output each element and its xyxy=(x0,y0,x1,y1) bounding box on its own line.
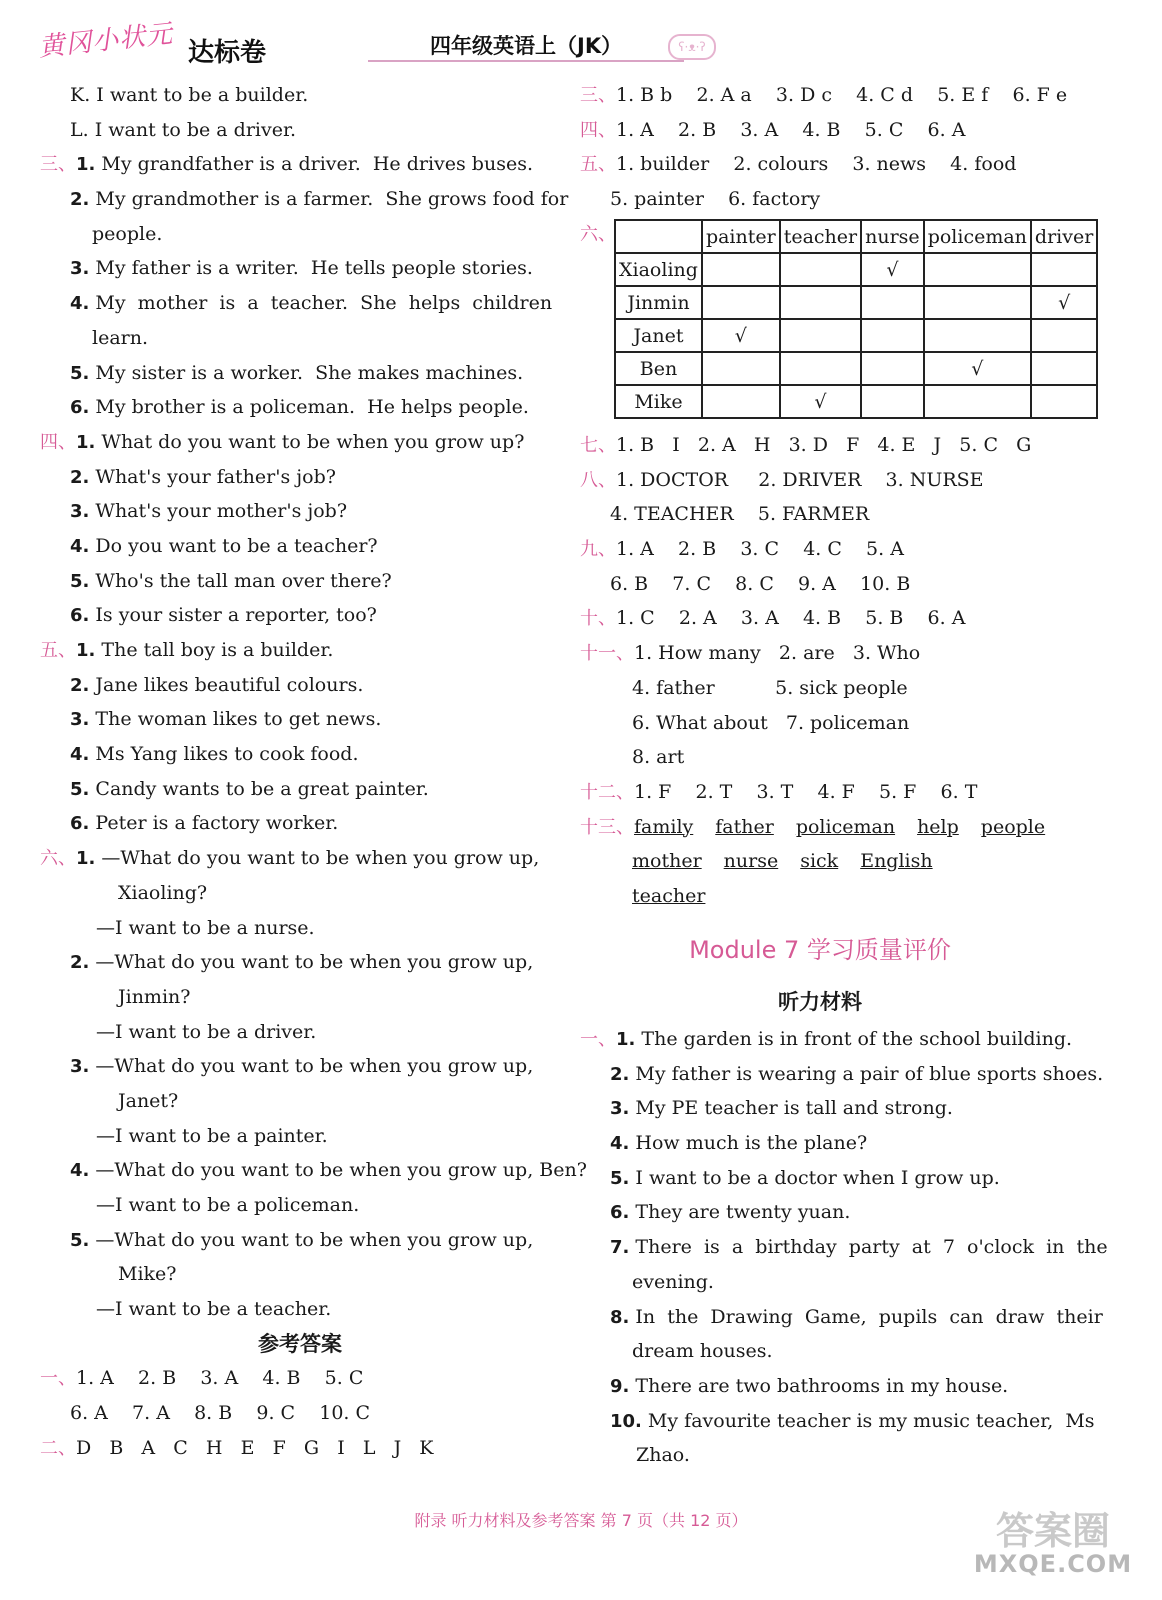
check-cell xyxy=(702,352,780,385)
item-number: 10. xyxy=(610,1410,642,1432)
text-line xyxy=(40,1153,587,1188)
text-line xyxy=(580,567,1120,602)
line-text: 1. F 2. T 3. T 4. F 5. F 6. T xyxy=(634,780,978,803)
section-number: 九、 xyxy=(580,539,616,561)
text-line xyxy=(580,78,1120,113)
text-line xyxy=(580,113,1120,148)
table-header-row xyxy=(615,220,1097,253)
text-line xyxy=(580,775,1120,810)
line-text: Mike? xyxy=(118,1263,177,1286)
line-text: —What do you want to be when you grow up, xyxy=(89,951,534,974)
check-cell xyxy=(1031,352,1097,385)
line-text: —I want to be a painter. xyxy=(96,1124,328,1147)
section-number: 八、 xyxy=(580,469,616,491)
text-line xyxy=(580,740,1120,775)
item-number: 2. xyxy=(70,466,90,488)
section-number: 四、 xyxy=(40,431,76,453)
item-number: 3. xyxy=(610,1098,630,1120)
line-text: My mother is a teacher. She helps children xyxy=(89,292,553,315)
word-row xyxy=(580,879,1120,914)
check-cell xyxy=(702,385,780,418)
check-cell xyxy=(780,319,861,352)
line-text: —What do you want to be when you grow up, xyxy=(89,1055,534,1078)
item-number: 4. xyxy=(70,535,90,557)
check-cell xyxy=(861,286,924,319)
text-line xyxy=(580,182,1120,217)
check-cell xyxy=(861,352,924,385)
text-line xyxy=(580,147,1120,182)
item-number: 8. xyxy=(610,1306,630,1328)
listening-title: 听力材料 xyxy=(778,990,862,1014)
text-line xyxy=(40,1015,560,1050)
text-line xyxy=(580,671,1120,706)
item-number: 1. xyxy=(76,640,96,661)
underlined-word: father xyxy=(715,815,774,838)
section-number: 一、 xyxy=(580,1029,616,1050)
item-number: 2. xyxy=(70,674,90,696)
check-cell xyxy=(1031,385,1097,418)
check-cell xyxy=(861,385,924,418)
item-number: 6. xyxy=(70,605,90,627)
text-line xyxy=(40,147,560,182)
section-number: 七、 xyxy=(580,435,616,456)
line-text: Janet? xyxy=(118,1089,179,1112)
line-text: —I want to be a teacher. xyxy=(96,1298,332,1321)
section-number: 四、 xyxy=(580,119,616,141)
watermark-logo xyxy=(968,1500,1138,1590)
item-number: 4. xyxy=(70,744,90,766)
section-number: 十一、 xyxy=(580,643,634,665)
line-text: Do you want to be a teacher? xyxy=(89,534,378,557)
text-line xyxy=(40,980,560,1015)
line-text: Peter is a factory worker. xyxy=(89,812,339,835)
line-text: 4. TEACHER 5. FARMER xyxy=(610,503,870,526)
line-text: 1. DOCTOR 2. DRIVER 3. NURSE xyxy=(616,468,984,491)
section-number: 五、 xyxy=(40,640,76,661)
item-number: 1. xyxy=(76,154,96,176)
check-cell: √ xyxy=(924,352,1031,385)
text-line xyxy=(40,251,560,286)
text-line xyxy=(580,1057,1120,1092)
line-text: 1. How many 2. are 3. Who xyxy=(634,642,921,665)
text-line xyxy=(40,1431,560,1466)
section-number: 六、 xyxy=(580,223,616,245)
text-line xyxy=(40,841,560,876)
item-number: 1. xyxy=(76,431,96,453)
check-cell xyxy=(924,286,1031,319)
line-text: My sister is a worker. She makes machines. xyxy=(89,361,524,384)
line-text: My grandmother is a farmer. She grows food for xyxy=(89,188,569,211)
brand-logo: 黄冈小状元 xyxy=(37,19,175,63)
item-number: 2. xyxy=(70,189,90,211)
text-line xyxy=(580,1230,1120,1265)
text-line xyxy=(40,356,560,391)
check-cell xyxy=(924,319,1031,352)
underlined-word: mother xyxy=(632,850,702,873)
text-line xyxy=(40,564,560,599)
line-text: My brother is a policeman. He helps people. xyxy=(89,396,529,419)
line-text: 6. A 7. A 8. B 9. C 10. C xyxy=(70,1402,371,1425)
text-line xyxy=(40,321,560,356)
check-cell: √ xyxy=(1031,286,1097,319)
line-text: 1. A 2. B 3. A 4. B 5. C 6. A xyxy=(616,118,966,141)
header-divider xyxy=(368,60,684,62)
line-text: My favourite teacher is my music teacher, Ms xyxy=(641,1409,1095,1432)
item-number: 2. xyxy=(610,1063,630,1085)
check-cell xyxy=(780,352,861,385)
item-number: 1. xyxy=(616,1029,636,1050)
word-row xyxy=(580,844,1120,879)
line-text: people. xyxy=(92,222,163,245)
table-row xyxy=(615,352,1097,385)
answer-table xyxy=(614,219,1098,419)
module-title: Module 7 学习质量评价 xyxy=(689,936,951,964)
table-header-cell xyxy=(615,220,702,253)
student-name-cell: Janet xyxy=(615,319,702,352)
text-line xyxy=(40,390,560,425)
watermark-text: 答案圈 xyxy=(995,1509,1110,1553)
underlined-word: sick xyxy=(800,850,839,873)
line-text: Jane likes beautiful colours. xyxy=(89,673,364,696)
check-cell: √ xyxy=(702,319,780,352)
text-line xyxy=(580,1265,1120,1300)
line-text: In the Drawing Game, pupils can draw their xyxy=(629,1305,1103,1328)
item-number: 4. xyxy=(70,293,90,315)
line-text: evening. xyxy=(632,1270,714,1293)
text-line xyxy=(580,601,1120,636)
text-line xyxy=(580,1195,1120,1230)
line-text: There are two bathrooms in my house. xyxy=(629,1374,1009,1397)
text-line xyxy=(580,1438,1120,1473)
right-column-middle xyxy=(580,428,1120,914)
line-text: What's your father's job? xyxy=(89,465,336,488)
line-text: 6. What about 7. policeman xyxy=(632,711,910,734)
line-text: K. I want to be a builder. xyxy=(70,84,309,106)
student-name-cell: Jinmin xyxy=(615,286,702,319)
watermark-url: MXQE.COM xyxy=(973,1550,1133,1578)
text-line xyxy=(40,182,569,217)
student-name-cell: Xiaoling xyxy=(615,253,702,286)
text-line xyxy=(580,1334,1120,1369)
section-number: 一、 xyxy=(40,1368,76,1390)
line-text: —What do you want to be when you grow up, Ben? xyxy=(89,1159,587,1182)
line-text: Zhao. xyxy=(636,1444,690,1467)
mascot-icon: ʕ·ᴥ·ʔ xyxy=(668,34,716,60)
table-header-cell: teacher xyxy=(780,220,861,253)
line-text: How much is the plane? xyxy=(629,1132,868,1155)
line-text: They are twenty yuan. xyxy=(629,1201,851,1224)
line-text: —What do you want to be when you grow up, xyxy=(95,847,540,870)
text-line xyxy=(40,78,560,113)
text-line xyxy=(40,1188,560,1223)
check-cell: √ xyxy=(861,253,924,286)
line-text: —What do you want to be when you grow up, xyxy=(89,1228,534,1251)
item-number: 4. xyxy=(610,1133,630,1155)
line-text: My father is wearing a pair of blue sports shoes. xyxy=(629,1062,1104,1085)
text-line xyxy=(580,1091,1120,1126)
line-text: 1. B I 2. A H 3. D F 4. E J 5. C G xyxy=(616,434,1032,456)
text-line xyxy=(40,113,560,148)
check-cell xyxy=(924,385,1031,418)
table-header-cell: painter xyxy=(702,220,780,253)
line-text: My PE teacher is tall and strong. xyxy=(629,1097,953,1120)
line-text: There is a birthday party at 7 o'clock in the xyxy=(629,1236,1108,1259)
text-line xyxy=(40,702,560,737)
line-text: learn. xyxy=(92,326,149,349)
text-line xyxy=(40,425,560,460)
item-number: 3. xyxy=(70,1056,90,1078)
underlined-word: teacher xyxy=(632,884,706,907)
check-cell xyxy=(861,319,924,352)
text-line xyxy=(40,1119,560,1154)
underlined-word: English xyxy=(860,850,933,873)
section-number: 六、 xyxy=(40,848,76,870)
item-number: 4. xyxy=(70,1160,90,1182)
student-name-cell: Ben xyxy=(615,352,702,385)
line-text: The tall boy is a builder. xyxy=(95,639,334,661)
text-line xyxy=(580,636,1120,671)
text-line xyxy=(40,598,560,633)
check-cell xyxy=(702,286,780,319)
section-number: 二、 xyxy=(40,1437,76,1459)
text-line xyxy=(580,428,1120,463)
line-text: My grandfather is a driver. He drives buses. xyxy=(95,153,533,176)
line-text: What's your mother's job? xyxy=(89,500,348,523)
check-cell xyxy=(780,286,861,319)
item-number: 6. xyxy=(70,813,90,835)
grade-title: 四年级英语上（JK） xyxy=(430,34,623,58)
text-line xyxy=(40,633,560,668)
item-number: 5. xyxy=(70,778,90,800)
item-number: 3. xyxy=(70,258,90,280)
item-number: 2. xyxy=(70,952,90,974)
text-line xyxy=(580,706,1120,741)
underlined-word: help xyxy=(917,815,959,838)
line-text: Candy wants to be a great painter. xyxy=(89,777,429,800)
table-header-cell: nurse xyxy=(861,220,924,253)
text-line xyxy=(40,1223,560,1258)
text-line xyxy=(40,911,560,946)
item-number: 5. xyxy=(70,362,90,384)
line-text: 1. A 2. B 3. C 4. C 5. A xyxy=(616,538,904,561)
item-number: 3. xyxy=(70,709,90,731)
text-line xyxy=(40,217,560,252)
underlined-word: people xyxy=(980,815,1046,838)
text-line xyxy=(580,497,1120,532)
line-text: —I want to be a driver. xyxy=(96,1020,317,1043)
line-text: 1. builder 2. colours 3. news 4. food xyxy=(616,153,1017,176)
page-footer: 附录 听力材料及参考答案 第 7 页（共 12 页） xyxy=(414,1511,748,1530)
text-line xyxy=(580,1300,1120,1335)
line-text: 4. father 5. sick people xyxy=(632,676,908,699)
item-number: 3. xyxy=(70,501,90,523)
table-header-cell: policeman xyxy=(924,220,1031,253)
item-number: 6. xyxy=(610,1202,630,1224)
text-line xyxy=(580,1404,1120,1439)
item-number: 5. xyxy=(610,1167,630,1189)
check-cell xyxy=(702,253,780,286)
text-line xyxy=(40,806,560,841)
item-number: 5. xyxy=(70,570,90,592)
text-line xyxy=(580,1161,1120,1196)
text-line xyxy=(40,876,560,911)
item-number: 7. xyxy=(610,1237,630,1259)
text-line xyxy=(40,1396,560,1431)
section-number: 三、 xyxy=(580,85,616,106)
line-text: L. I want to be a driver. xyxy=(70,118,297,141)
line-text: The garden is in front of the school building. xyxy=(635,1028,1073,1050)
underlined-word: nurse xyxy=(723,850,779,873)
section-number: 十三、 xyxy=(580,816,634,838)
series-title: 达标卷 xyxy=(188,38,267,68)
section-number: 三、 xyxy=(40,154,76,176)
text-line xyxy=(40,1084,560,1119)
text-line xyxy=(40,945,560,980)
text-line xyxy=(40,1327,560,1362)
item-number: 5. xyxy=(70,1229,90,1251)
item-number: 6. xyxy=(70,397,90,419)
table-row xyxy=(615,319,1097,352)
check-cell xyxy=(780,253,861,286)
line-text: Jinmin? xyxy=(118,985,191,1008)
table-row xyxy=(615,253,1097,286)
line-text: Ms Yang likes to cook food. xyxy=(89,743,359,766)
table-row xyxy=(615,385,1097,418)
line-text: 1. B b 2. A a 3. D c 4. C d 5. E f 6. F e xyxy=(616,84,1068,106)
check-cell xyxy=(1031,253,1097,286)
line-text: Xiaoling? xyxy=(118,881,208,904)
listening-material xyxy=(580,1022,1120,1473)
section-number: 十二、 xyxy=(580,781,634,803)
text-line xyxy=(580,1369,1120,1404)
line-text: —I want to be a policeman. xyxy=(96,1194,360,1216)
line-text: 1. A 2. B 3. A 4. B 5. C xyxy=(76,1367,364,1390)
check-cell xyxy=(1031,319,1097,352)
text-line xyxy=(40,1049,560,1084)
text-line xyxy=(40,494,560,529)
text-line xyxy=(580,1022,1120,1057)
line-text: Is your sister a reporter, too? xyxy=(89,604,377,627)
text-line xyxy=(40,460,560,495)
line-text: 5. painter 6. factory xyxy=(610,188,821,211)
line-text: 1. C 2. A 3. A 4. B 5. B 6. A xyxy=(616,607,966,630)
check-cell xyxy=(924,253,1031,286)
text-line xyxy=(580,1126,1120,1161)
word-row xyxy=(580,810,1120,845)
line-text: My father is a writer. He tells people stories. xyxy=(89,257,533,280)
student-name-cell: Mike xyxy=(615,385,702,418)
line-text: I want to be a doctor when I grow up. xyxy=(629,1166,1000,1189)
text-line xyxy=(40,529,560,564)
line-text: dream houses. xyxy=(632,1340,773,1363)
text-line xyxy=(40,772,560,807)
line-text: What do you want to be when you grow up? xyxy=(95,430,525,453)
line-text: The woman likes to get news. xyxy=(89,708,382,731)
text-line xyxy=(580,532,1120,567)
section-number: 十、 xyxy=(580,608,616,630)
item-number: 1. xyxy=(76,848,96,870)
section-title: 参考答案 xyxy=(258,1331,342,1356)
check-cell: √ xyxy=(780,385,861,418)
table-header-cell: driver xyxy=(1031,220,1097,253)
line-text: D B A C H E F G I L J K xyxy=(76,1436,434,1459)
text-line xyxy=(40,668,560,703)
item-number: 9. xyxy=(610,1375,630,1397)
text-line xyxy=(40,286,560,321)
underlined-word: family xyxy=(634,815,694,838)
line-text: —I want to be a nurse. xyxy=(96,916,315,939)
text-line xyxy=(40,1361,560,1396)
line-text: 6. B 7. C 8. C 9. A 10. B xyxy=(610,572,911,595)
page-header xyxy=(0,0,1162,70)
section-number: 五、 xyxy=(580,154,616,176)
text-line xyxy=(580,463,1120,498)
line-text: Who's the tall man over there? xyxy=(89,569,392,592)
line-text: 8. art xyxy=(632,746,685,769)
left-column xyxy=(40,78,587,1466)
text-line xyxy=(40,1292,560,1327)
underlined-word: policeman xyxy=(795,815,896,838)
text-line xyxy=(40,1257,560,1292)
text-line xyxy=(40,737,560,772)
table-row xyxy=(615,286,1097,319)
